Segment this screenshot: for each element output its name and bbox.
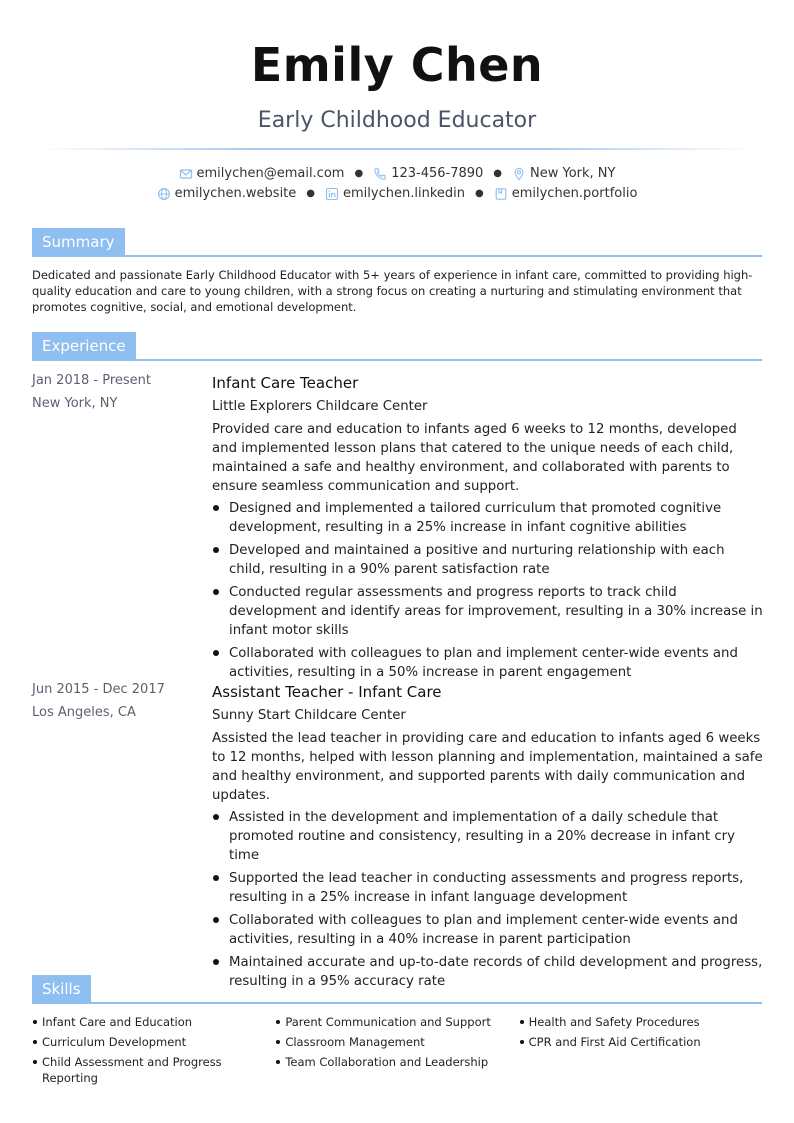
skills-section-header <box>32 975 762 1004</box>
header-divider <box>40 148 754 150</box>
achievement-text: Collaborated with colleagues to plan and implement center-wide events and activities, resulting in a 50% increase in parent engagement <box>229 646 738 680</box>
job-description: Provided care and education to infants aged 6 weeks to 12 months, developed and implemented lesson plans that catered to the unique needs of each child, maintained a safe and healthy environment, and collaborated with parents to ensure seamless communication and support. <box>212 422 737 494</box>
job-role: Infant Care Teacher <box>212 374 359 392</box>
bullet-icon <box>213 589 219 595</box>
job-title: Early Childhood Educator <box>257 108 537 133</box>
skills-column <box>275 1014 518 1090</box>
summary-rule <box>32 255 762 257</box>
contact-row-secondary <box>0 186 794 201</box>
phone-text: 123-456-7890 <box>391 166 484 181</box>
portfolio-icon <box>494 187 508 201</box>
achievement-item <box>212 499 764 537</box>
bullet-icon <box>276 1040 280 1044</box>
skill-text: CPR and First Aid Certification <box>528 1035 701 1049</box>
bullet-icon <box>33 1020 37 1024</box>
skill-item <box>32 1014 275 1030</box>
globe-icon <box>157 187 171 201</box>
bullet-icon <box>33 1040 37 1044</box>
job-details <box>212 683 764 995</box>
envelope-icon <box>179 167 193 181</box>
skill-item <box>519 1034 762 1050</box>
bullet-icon <box>276 1020 280 1024</box>
skill-item <box>275 1054 518 1070</box>
job-description: Assisted the lead teacher in providing care and education to infants aged 6 weeks to 12 months, helped with lesson planning and implementation, maintained a safe and healthy environment, and supported parents with daily communication and updates. <box>212 731 763 803</box>
job-details <box>212 374 764 686</box>
separator-dot: ● <box>474 188 484 199</box>
bullet-icon <box>520 1040 524 1044</box>
portfolio-text: emilychen.portfolio <box>511 186 638 201</box>
separator-dot: ● <box>354 168 364 179</box>
phone-icon <box>373 167 387 181</box>
skills-list <box>32 1014 762 1090</box>
skill-item <box>519 1014 762 1030</box>
linkedin-text: emilychen.linkedin <box>343 186 465 201</box>
job-organization: Sunny Start Childcare Center <box>212 708 406 723</box>
separator-dot: ● <box>306 188 316 199</box>
skill-item <box>32 1054 232 1086</box>
summary-heading: Summary <box>32 228 125 257</box>
email-text: emilychen@email.com <box>196 166 345 181</box>
skill-text: Curriculum Development <box>42 1035 187 1049</box>
separator-dot: ● <box>493 168 503 179</box>
skill-text: Child Assessment and Progress Reporting <box>42 1055 222 1085</box>
bullet-icon <box>213 650 219 656</box>
summary-text: Dedicated and passionate Early Childhood Educator with 5+ years of experience in infant care, committed to providing high-quality education and care to young children, with a strong focus on creating a nurturing and stimulating environment that promotes cognitive, social, and emotional development. <box>32 268 753 314</box>
job-role: Assistant Teacher - Infant Care <box>212 683 442 701</box>
contact-location <box>512 166 615 181</box>
job-organization: Little Explorers Childcare Center <box>212 399 428 414</box>
job-achievements <box>212 499 764 682</box>
bullet-icon <box>213 959 219 965</box>
bullet-icon <box>213 547 219 553</box>
job-dates: Jun 2015 - Dec 2017 <box>32 682 165 697</box>
linkedin-icon <box>325 187 339 201</box>
skill-item <box>32 1034 275 1050</box>
achievement-item <box>212 808 764 865</box>
bullet-icon <box>213 875 219 881</box>
skills-rule <box>32 1002 762 1004</box>
contact-email[interactable] <box>179 166 345 181</box>
achievement-text: Supported the lead teacher in conducting assessments and progress reports, resulting in a 25% increase in infant language development <box>229 871 744 905</box>
achievement-text: Maintained accurate and up-to-date records of child development and progress, resulting in a 95% accuracy rate <box>229 955 763 989</box>
skill-text: Parent Communication and Support <box>285 1015 491 1029</box>
contact-linkedin[interactable] <box>325 186 465 201</box>
achievement-text: Designed and implemented a tailored curriculum that promoted cognitive development, resulting in a 25% increase in infant cognitive abilities <box>229 501 722 535</box>
skill-item <box>275 1034 518 1050</box>
achievement-text: Developed and maintained a positive and nurturing relationship with each child, resulting in a 90% parent satisfaction rate <box>229 543 725 577</box>
achievement-item <box>212 583 764 640</box>
experience-rule <box>32 359 762 361</box>
achievement-item <box>212 541 764 579</box>
skill-text: Team Collaboration and Leadership <box>285 1055 489 1069</box>
experience-section-header <box>32 332 762 361</box>
bullet-icon <box>213 917 219 923</box>
candidate-name: Emily Chen <box>250 38 544 92</box>
contact-row-primary <box>0 166 794 181</box>
bullet-icon <box>520 1020 524 1024</box>
experience-heading: Experience <box>32 332 136 361</box>
achievement-item <box>212 644 764 682</box>
bullet-icon <box>213 505 219 511</box>
achievement-item <box>212 869 764 907</box>
contact-portfolio[interactable] <box>494 186 638 201</box>
summary-section-header <box>32 228 762 257</box>
skills-column <box>519 1014 762 1090</box>
job-meta <box>32 373 202 412</box>
job-dates: Jan 2018 - Present <box>32 373 151 388</box>
skills-column <box>32 1014 275 1090</box>
bullet-icon <box>33 1060 37 1064</box>
map-pin-icon <box>512 167 526 181</box>
bullet-icon <box>276 1060 280 1064</box>
contact-website[interactable] <box>157 186 297 201</box>
website-text: emilychen.website <box>174 186 297 201</box>
job-meta <box>32 682 202 721</box>
skills-heading: Skills <box>32 975 91 1004</box>
skill-text: Infant Care and Education <box>42 1015 193 1029</box>
skill-text: Classroom Management <box>285 1035 425 1049</box>
job-location: Los Angeles, CA <box>32 705 136 720</box>
job-achievements <box>212 808 764 991</box>
bullet-icon <box>213 814 219 820</box>
contact-phone[interactable] <box>373 166 483 181</box>
achievement-text: Collaborated with colleagues to plan and implement center-wide events and activities, resulting in a 40% increase in parent participation <box>229 913 738 947</box>
achievement-item <box>212 911 764 949</box>
job-location: New York, NY <box>32 396 118 411</box>
achievement-text: Assisted in the development and implementation of a daily schedule that promoted routine and consistency, resulting in a 20% decrease in infant cry time <box>229 810 735 863</box>
skill-text: Health and Safety Procedures <box>528 1015 700 1029</box>
achievement-text: Conducted regular assessments and progress reports to track child development and identify areas for improvement, resulting in a 30% increase in infant motor skills <box>229 585 763 638</box>
location-text: New York, NY <box>530 166 616 181</box>
skill-item <box>275 1014 518 1030</box>
